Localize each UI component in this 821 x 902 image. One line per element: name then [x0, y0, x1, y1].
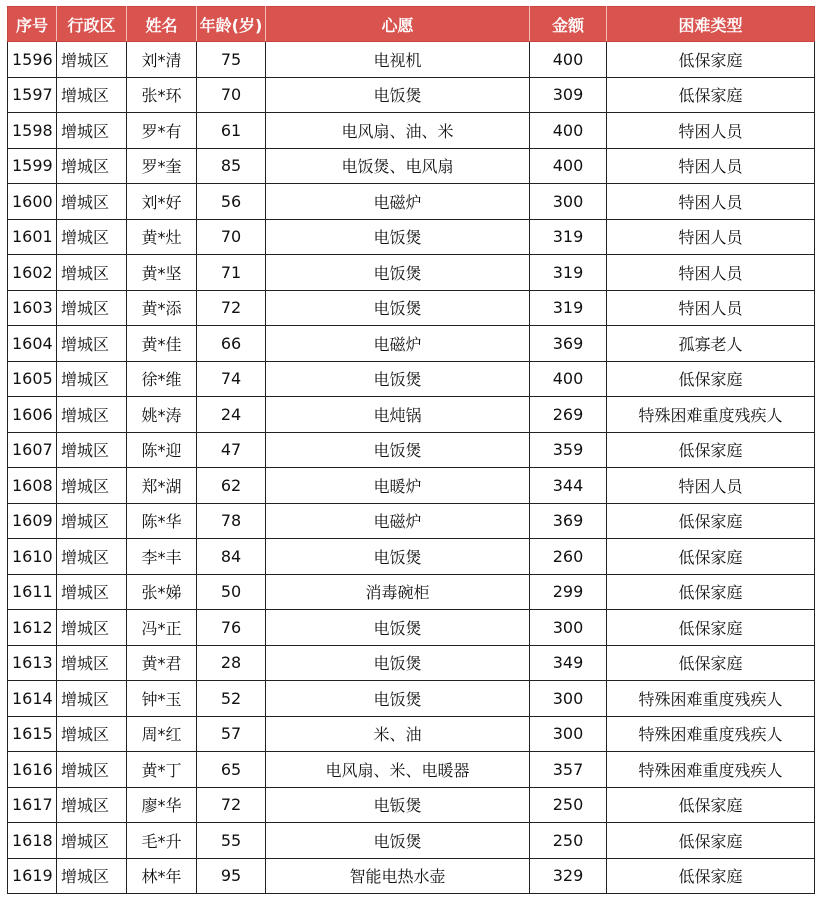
cell-wish: 电炖锅 [266, 397, 530, 433]
cell-amount: 319 [530, 219, 607, 255]
cell-wish: 电饭煲 [266, 77, 530, 113]
table-row [8, 574, 815, 610]
cell-age: 72 [197, 290, 266, 326]
cell-wish: 电饭煲、电风扇 [266, 148, 530, 184]
cell-hardship-type: 特殊困难重度残疾人 [607, 397, 815, 433]
cell-district: 增城区 [57, 610, 127, 646]
cell-district: 增城区 [57, 219, 127, 255]
cell-serial: 1613 [8, 645, 57, 681]
table-row [8, 77, 815, 113]
cell-age: 72 [197, 787, 266, 823]
cell-serial: 1612 [8, 610, 57, 646]
cell-serial: 1611 [8, 574, 57, 610]
cell-amount: 309 [530, 77, 607, 113]
cell-serial: 1598 [8, 113, 57, 149]
cell-hardship-type: 特殊困难重度残疾人 [607, 681, 815, 717]
cell-district: 增城区 [57, 645, 127, 681]
cell-serial: 1609 [8, 503, 57, 539]
cell-serial: 1606 [8, 397, 57, 433]
cell-hardship-type: 特困人员 [607, 290, 815, 326]
header-row [8, 7, 815, 42]
cell-district: 增城区 [57, 752, 127, 788]
cell-name: 周*红 [127, 716, 197, 752]
table-row [8, 148, 815, 184]
cell-name: 刘*好 [127, 184, 197, 220]
table-row [8, 326, 815, 362]
cell-name: 陈*迎 [127, 432, 197, 468]
cell-name: 李*丰 [127, 539, 197, 575]
cell-name: 廖*华 [127, 787, 197, 823]
table-row [8, 468, 815, 504]
header-amount: 金额 [530, 7, 607, 42]
header-age: 年龄(岁) [197, 7, 266, 42]
cell-wish: 电磁炉 [266, 326, 530, 362]
cell-district: 增城区 [57, 77, 127, 113]
cell-district: 增城区 [57, 113, 127, 149]
cell-age: 85 [197, 148, 266, 184]
cell-amount: 359 [530, 432, 607, 468]
cell-name: 罗*有 [127, 113, 197, 149]
cell-serial: 1607 [8, 432, 57, 468]
cell-wish: 米、油 [266, 716, 530, 752]
cell-wish: 电饭煲 [266, 681, 530, 717]
table-row [8, 539, 815, 575]
cell-age: 28 [197, 645, 266, 681]
cell-serial: 1614 [8, 681, 57, 717]
cell-district: 增城区 [57, 397, 127, 433]
cell-age: 70 [197, 77, 266, 113]
cell-wish: 电饭煲 [266, 361, 530, 397]
cell-serial: 1601 [8, 219, 57, 255]
cell-amount: 400 [530, 148, 607, 184]
cell-serial: 1619 [8, 858, 57, 894]
cell-wish: 电视机 [266, 42, 530, 78]
table-row [8, 290, 815, 326]
cell-amount: 329 [530, 858, 607, 894]
table-row [8, 823, 815, 859]
cell-district: 增城区 [57, 716, 127, 752]
cell-district: 增城区 [57, 539, 127, 575]
cell-hardship-type: 低保家庭 [607, 574, 815, 610]
cell-wish: 电饭煲 [266, 432, 530, 468]
cell-district: 增城区 [57, 148, 127, 184]
cell-amount: 300 [530, 716, 607, 752]
cell-name: 黄*丁 [127, 752, 197, 788]
cell-wish: 消毒碗柜 [266, 574, 530, 610]
cell-age: 52 [197, 681, 266, 717]
cell-age: 57 [197, 716, 266, 752]
cell-age: 78 [197, 503, 266, 539]
header-district: 行政区 [57, 7, 127, 42]
cell-district: 增城区 [57, 823, 127, 859]
cell-amount: 299 [530, 574, 607, 610]
cell-wish: 电饭煲 [266, 255, 530, 291]
table-row [8, 752, 815, 788]
cell-wish: 电饭煲 [266, 219, 530, 255]
cell-name: 罗*奎 [127, 148, 197, 184]
cell-hardship-type: 低保家庭 [607, 787, 815, 823]
cell-age: 74 [197, 361, 266, 397]
header-wish: 心愿 [266, 7, 530, 42]
cell-hardship-type: 低保家庭 [607, 42, 815, 78]
cell-name: 黄*灶 [127, 219, 197, 255]
cell-serial: 1617 [8, 787, 57, 823]
cell-wish: 电风扇、米、电暖器 [266, 752, 530, 788]
cell-district: 增城区 [57, 290, 127, 326]
cell-name: 钟*玉 [127, 681, 197, 717]
cell-hardship-type: 低保家庭 [607, 610, 815, 646]
cell-name: 张*环 [127, 77, 197, 113]
cell-district: 增城区 [57, 681, 127, 717]
cell-serial: 1596 [8, 42, 57, 78]
cell-amount: 250 [530, 787, 607, 823]
cell-hardship-type: 特殊困难重度残疾人 [607, 716, 815, 752]
header-serial: 序号 [8, 7, 57, 42]
table-row [8, 113, 815, 149]
cell-district: 增城区 [57, 42, 127, 78]
cell-hardship-type: 特困人员 [607, 113, 815, 149]
table-row [8, 432, 815, 468]
cell-hardship-type: 低保家庭 [607, 77, 815, 113]
cell-wish: 电磁炉 [266, 503, 530, 539]
cell-hardship-type: 特困人员 [607, 468, 815, 504]
cell-name: 毛*升 [127, 823, 197, 859]
cell-wish: 电饭煲 [266, 645, 530, 681]
cell-amount: 357 [530, 752, 607, 788]
cell-amount: 400 [530, 113, 607, 149]
cell-age: 66 [197, 326, 266, 362]
cell-district: 增城区 [57, 184, 127, 220]
cell-wish: 电钣煲 [266, 787, 530, 823]
cell-name: 冯*正 [127, 610, 197, 646]
cell-district: 增城区 [57, 468, 127, 504]
cell-age: 75 [197, 42, 266, 78]
cell-wish: 电饭煲 [266, 290, 530, 326]
cell-wish: 电饭煲 [266, 823, 530, 859]
cell-serial: 1597 [8, 77, 57, 113]
table-row [8, 610, 815, 646]
cell-name: 张*娣 [127, 574, 197, 610]
cell-amount: 400 [530, 42, 607, 78]
cell-wish: 电磁炉 [266, 184, 530, 220]
cell-serial: 1616 [8, 752, 57, 788]
cell-amount: 319 [530, 290, 607, 326]
table-row [8, 681, 815, 717]
cell-amount: 349 [530, 645, 607, 681]
cell-age: 47 [197, 432, 266, 468]
cell-age: 70 [197, 219, 266, 255]
cell-serial: 1603 [8, 290, 57, 326]
cell-hardship-type: 低保家庭 [607, 539, 815, 575]
table-row [8, 219, 815, 255]
cell-name: 林*年 [127, 858, 197, 894]
cell-age: 84 [197, 539, 266, 575]
cell-district: 增城区 [57, 503, 127, 539]
cell-wish: 电饭煲 [266, 539, 530, 575]
cell-serial: 1615 [8, 716, 57, 752]
cell-age: 61 [197, 113, 266, 149]
cell-wish: 电暖炉 [266, 468, 530, 504]
wish-list-table [7, 6, 815, 894]
cell-name: 黄*添 [127, 290, 197, 326]
table-row [8, 255, 815, 291]
cell-age: 50 [197, 574, 266, 610]
cell-hardship-type: 低保家庭 [607, 823, 815, 859]
cell-amount: 260 [530, 539, 607, 575]
cell-district: 增城区 [57, 574, 127, 610]
cell-amount: 344 [530, 468, 607, 504]
table-row [8, 397, 815, 433]
cell-amount: 400 [530, 361, 607, 397]
cell-wish: 电风扇、油、米 [266, 113, 530, 149]
cell-name: 姚*涛 [127, 397, 197, 433]
header-hardship-type: 困难类型 [607, 7, 815, 42]
header-name: 姓名 [127, 7, 197, 42]
table-body [8, 42, 815, 894]
cell-serial: 1610 [8, 539, 57, 575]
cell-name: 黄*君 [127, 645, 197, 681]
cell-serial: 1618 [8, 823, 57, 859]
cell-age: 71 [197, 255, 266, 291]
cell-district: 增城区 [57, 858, 127, 894]
cell-hardship-type: 孤寡老人 [607, 326, 815, 362]
cell-amount: 300 [530, 610, 607, 646]
cell-name: 刘*清 [127, 42, 197, 78]
cell-hardship-type: 低保家庭 [607, 432, 815, 468]
cell-hardship-type: 特困人员 [607, 148, 815, 184]
cell-age: 76 [197, 610, 266, 646]
cell-hardship-type: 低保家庭 [607, 503, 815, 539]
cell-hardship-type: 低保家庭 [607, 645, 815, 681]
cell-amount: 369 [530, 503, 607, 539]
cell-name: 郑*湖 [127, 468, 197, 504]
cell-name: 黄*坚 [127, 255, 197, 291]
cell-serial: 1608 [8, 468, 57, 504]
cell-age: 24 [197, 397, 266, 433]
cell-wish: 电饭煲 [266, 610, 530, 646]
cell-district: 增城区 [57, 361, 127, 397]
cell-district: 增城区 [57, 787, 127, 823]
cell-name: 徐*维 [127, 361, 197, 397]
cell-amount: 300 [530, 681, 607, 717]
cell-age: 65 [197, 752, 266, 788]
cell-age: 95 [197, 858, 266, 894]
table-row [8, 645, 815, 681]
cell-hardship-type: 低保家庭 [607, 361, 815, 397]
cell-amount: 369 [530, 326, 607, 362]
table-row [8, 361, 815, 397]
cell-name: 黄*佳 [127, 326, 197, 362]
cell-amount: 319 [530, 255, 607, 291]
cell-age: 56 [197, 184, 266, 220]
cell-amount: 269 [530, 397, 607, 433]
cell-serial: 1602 [8, 255, 57, 291]
cell-hardship-type: 特困人员 [607, 219, 815, 255]
table-row [8, 716, 815, 752]
cell-name: 陈*华 [127, 503, 197, 539]
cell-hardship-type: 特殊困难重度残疾人 [607, 752, 815, 788]
cell-serial: 1605 [8, 361, 57, 397]
table-row [8, 858, 815, 894]
cell-age: 62 [197, 468, 266, 504]
table-row [8, 42, 815, 78]
cell-age: 55 [197, 823, 266, 859]
cell-amount: 250 [530, 823, 607, 859]
cell-hardship-type: 特困人员 [607, 184, 815, 220]
cell-hardship-type: 低保家庭 [607, 858, 815, 894]
cell-amount: 300 [530, 184, 607, 220]
table-row [8, 787, 815, 823]
cell-serial: 1604 [8, 326, 57, 362]
cell-serial: 1599 [8, 148, 57, 184]
cell-wish: 智能电热水壶 [266, 858, 530, 894]
table-row [8, 503, 815, 539]
table-header [8, 7, 815, 42]
cell-district: 增城区 [57, 255, 127, 291]
cell-district: 增城区 [57, 326, 127, 362]
cell-hardship-type: 特困人员 [607, 255, 815, 291]
cell-district: 增城区 [57, 432, 127, 468]
table-row [8, 184, 815, 220]
cell-serial: 1600 [8, 184, 57, 220]
